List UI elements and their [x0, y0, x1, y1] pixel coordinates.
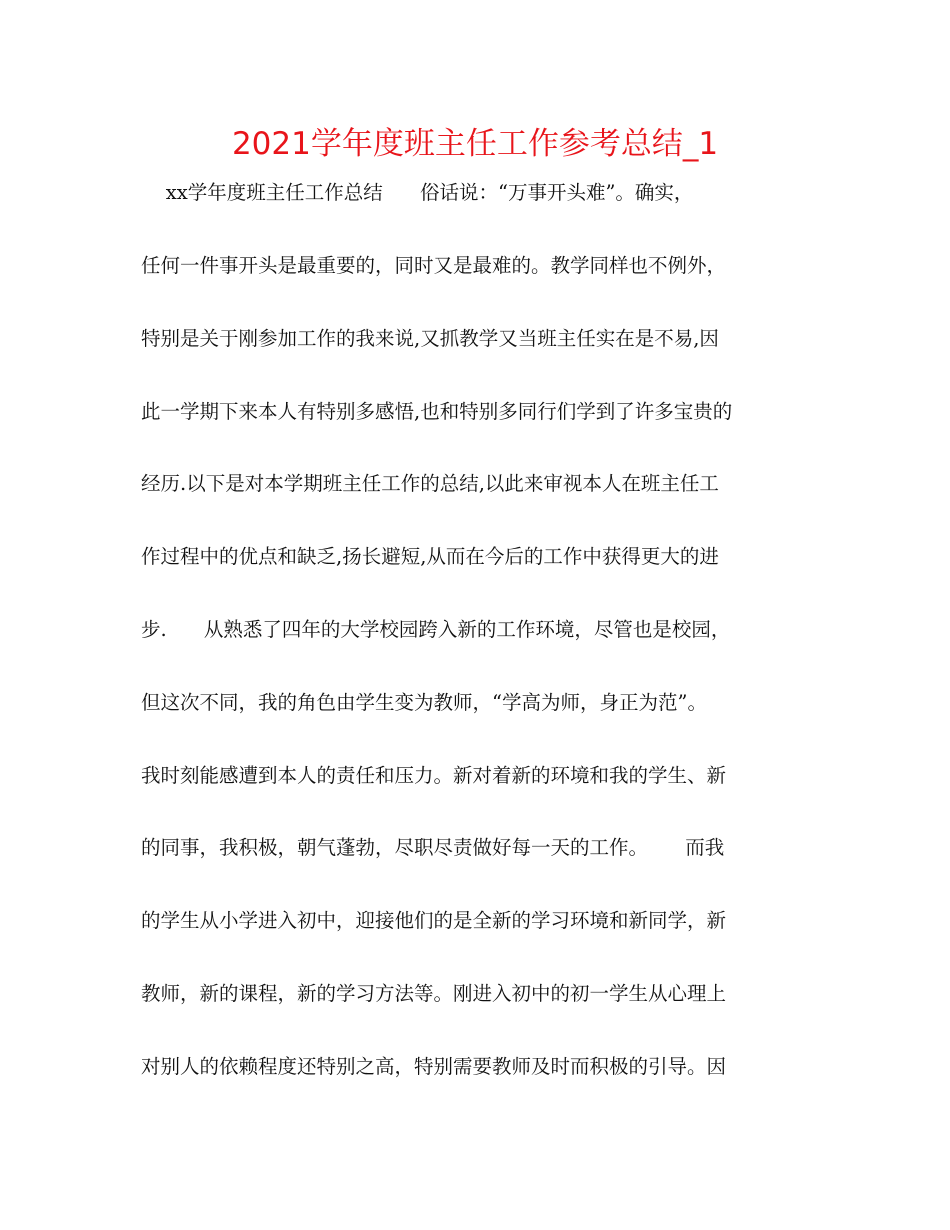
body-line-11: 的学生从小学进入初中，迎接他们的是全新的学习环境和新同学，新 — [141, 909, 727, 932]
body-line-9: 我时刻能感遭到本人的责任和压力。新对着新的环境和我的学生、新 — [141, 764, 727, 787]
body-line-3: 特别是关于刚参加工作的我来说,又抓教学又当班主任实在是不易,因 — [141, 327, 719, 350]
body-line-2: 任何一件事开头是最重要的，同时又是最难的。教学同样也不例外， — [141, 254, 727, 277]
body-line-1: xx学年度班主任工作总结 俗话说：“万事开头难”。确实， — [141, 181, 694, 204]
body-line-12: 教师，新的课程，新的学习方法等。刚进入初中的初一学生从心理上 — [141, 982, 727, 1005]
body-line-10: 的同事，我积极，朝气蓬勃，尽职尽责做好每一天的工作。 而我 — [141, 836, 725, 859]
body-line-13: 对别人的依赖程度还特别之高，特别需要教师及时而积极的引导。因 — [141, 1055, 727, 1078]
body-line-6: 作过程中的优点和缺乏,扬长避短,从而在今后的工作中获得更大的进 — [141, 545, 719, 568]
body-line-5: 经历.以下是对本学期班主任工作的总结,以此来审视本人在班主任工 — [141, 472, 719, 495]
body-line-7: 步. 从熟悉了四年的大学校园跨入新的工作环境，尽管也是校园， — [141, 618, 731, 641]
body-line-4: 此一学期下来本人有特别多感悟,也和特别多同行们学到了许多宝贵的 — [141, 400, 733, 423]
document-title: 2021学年度班主任工作参考总结_1 — [231, 126, 719, 162]
body-line-8: 但这次不同，我的角色由学生变为教师，“学高为师，身正为范”。 — [141, 691, 707, 714]
